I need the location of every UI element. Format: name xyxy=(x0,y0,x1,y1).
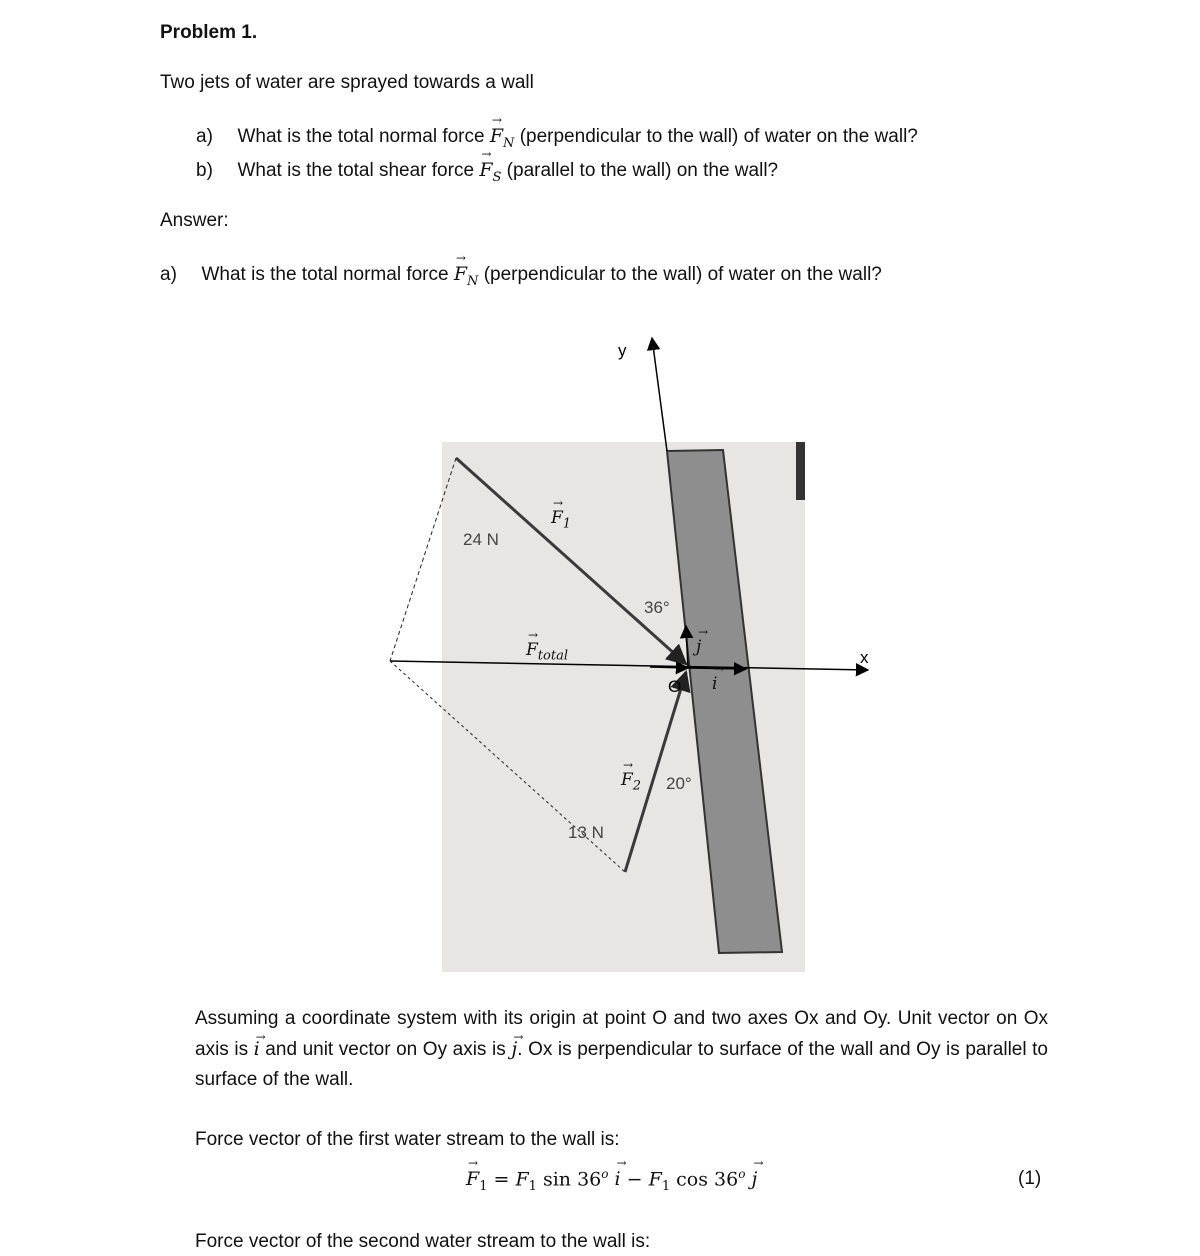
first-stream-label: Force vector of the first water stream to the wall is: xyxy=(195,1129,620,1150)
question-marker: b) xyxy=(196,160,213,181)
unit-vector-j: → j xyxy=(511,1034,517,1064)
y-axis xyxy=(652,338,667,451)
force2-magnitude: 13 N xyxy=(568,823,604,842)
force2-angle: 20° xyxy=(666,774,692,793)
question-text-end: (perpendicular to the wall) of water on the wall? xyxy=(514,126,918,147)
shear-force-symbol: → $F_S$ xyxy=(479,159,501,185)
equation-1: → $F_1 = F_1$ $\sin 36^o \to i - F_1$ cos 36$^o$ → j xyxy=(466,1167,757,1194)
question-text: What is the total shear force xyxy=(237,160,480,181)
origin-label: O xyxy=(668,677,682,696)
question-a xyxy=(196,125,918,151)
answer-text-end: (perpendicular to the wall) of water on the wall? xyxy=(478,264,882,285)
total-force-symbol: → $F_{total}$ xyxy=(526,640,568,663)
unit-vector-i: → i xyxy=(615,1168,621,1190)
force1-magnitude: 24 N xyxy=(463,530,499,549)
answer-marker: a) xyxy=(160,264,177,285)
problem-title: Problem 1. xyxy=(160,22,258,43)
unit-vector-i: → i xyxy=(254,1034,260,1064)
answer-part-a-heading xyxy=(160,263,882,289)
force1-angle: 36° xyxy=(644,598,670,617)
problem-intro: Two jets of water are sprayed towards a wall xyxy=(160,72,534,93)
second-stream-label: Force vector of the second water stream to the wall is: xyxy=(195,1231,651,1252)
force1-vector: → $F_1$ xyxy=(466,1168,487,1194)
question-text-end: (parallel to the wall) on the wall? xyxy=(501,160,779,181)
photo-dark-edge xyxy=(796,442,805,500)
question-b xyxy=(196,159,778,185)
question-marker: a) xyxy=(196,126,213,147)
normal-force-symbol: → $F_N$ xyxy=(490,125,515,151)
x-axis-label: x xyxy=(860,648,869,667)
answer-text: What is the total normal force xyxy=(201,264,454,285)
normal-force-symbol: → $F_N$ xyxy=(454,263,479,289)
total-force-arrow xyxy=(650,667,688,668)
force2-symbol: → $F_2$ xyxy=(621,770,641,793)
unit-vector-j: → j xyxy=(751,1168,757,1190)
equation-number: (1) xyxy=(1018,1168,1042,1189)
unit-vector-j-label: → j xyxy=(696,637,701,657)
question-text: What is the total normal force xyxy=(237,126,490,147)
force1-symbol: → $F_1$ xyxy=(551,508,571,531)
y-axis-label: y xyxy=(618,341,627,360)
force-diagram xyxy=(380,330,880,980)
unit-vector-i-label: → i xyxy=(712,674,717,694)
answer-label: Answer: xyxy=(160,210,229,231)
coordinate-system-paragraph: Assuming a coordinate system with its origin at point O and two axes Ox and Oy. Unit vector on Ox axis is → i and unit vector on Oy axis is → j. Ox is perpendicular to surface of the wall and Oy is parallel to surface of the wall. xyxy=(195,1004,1048,1095)
